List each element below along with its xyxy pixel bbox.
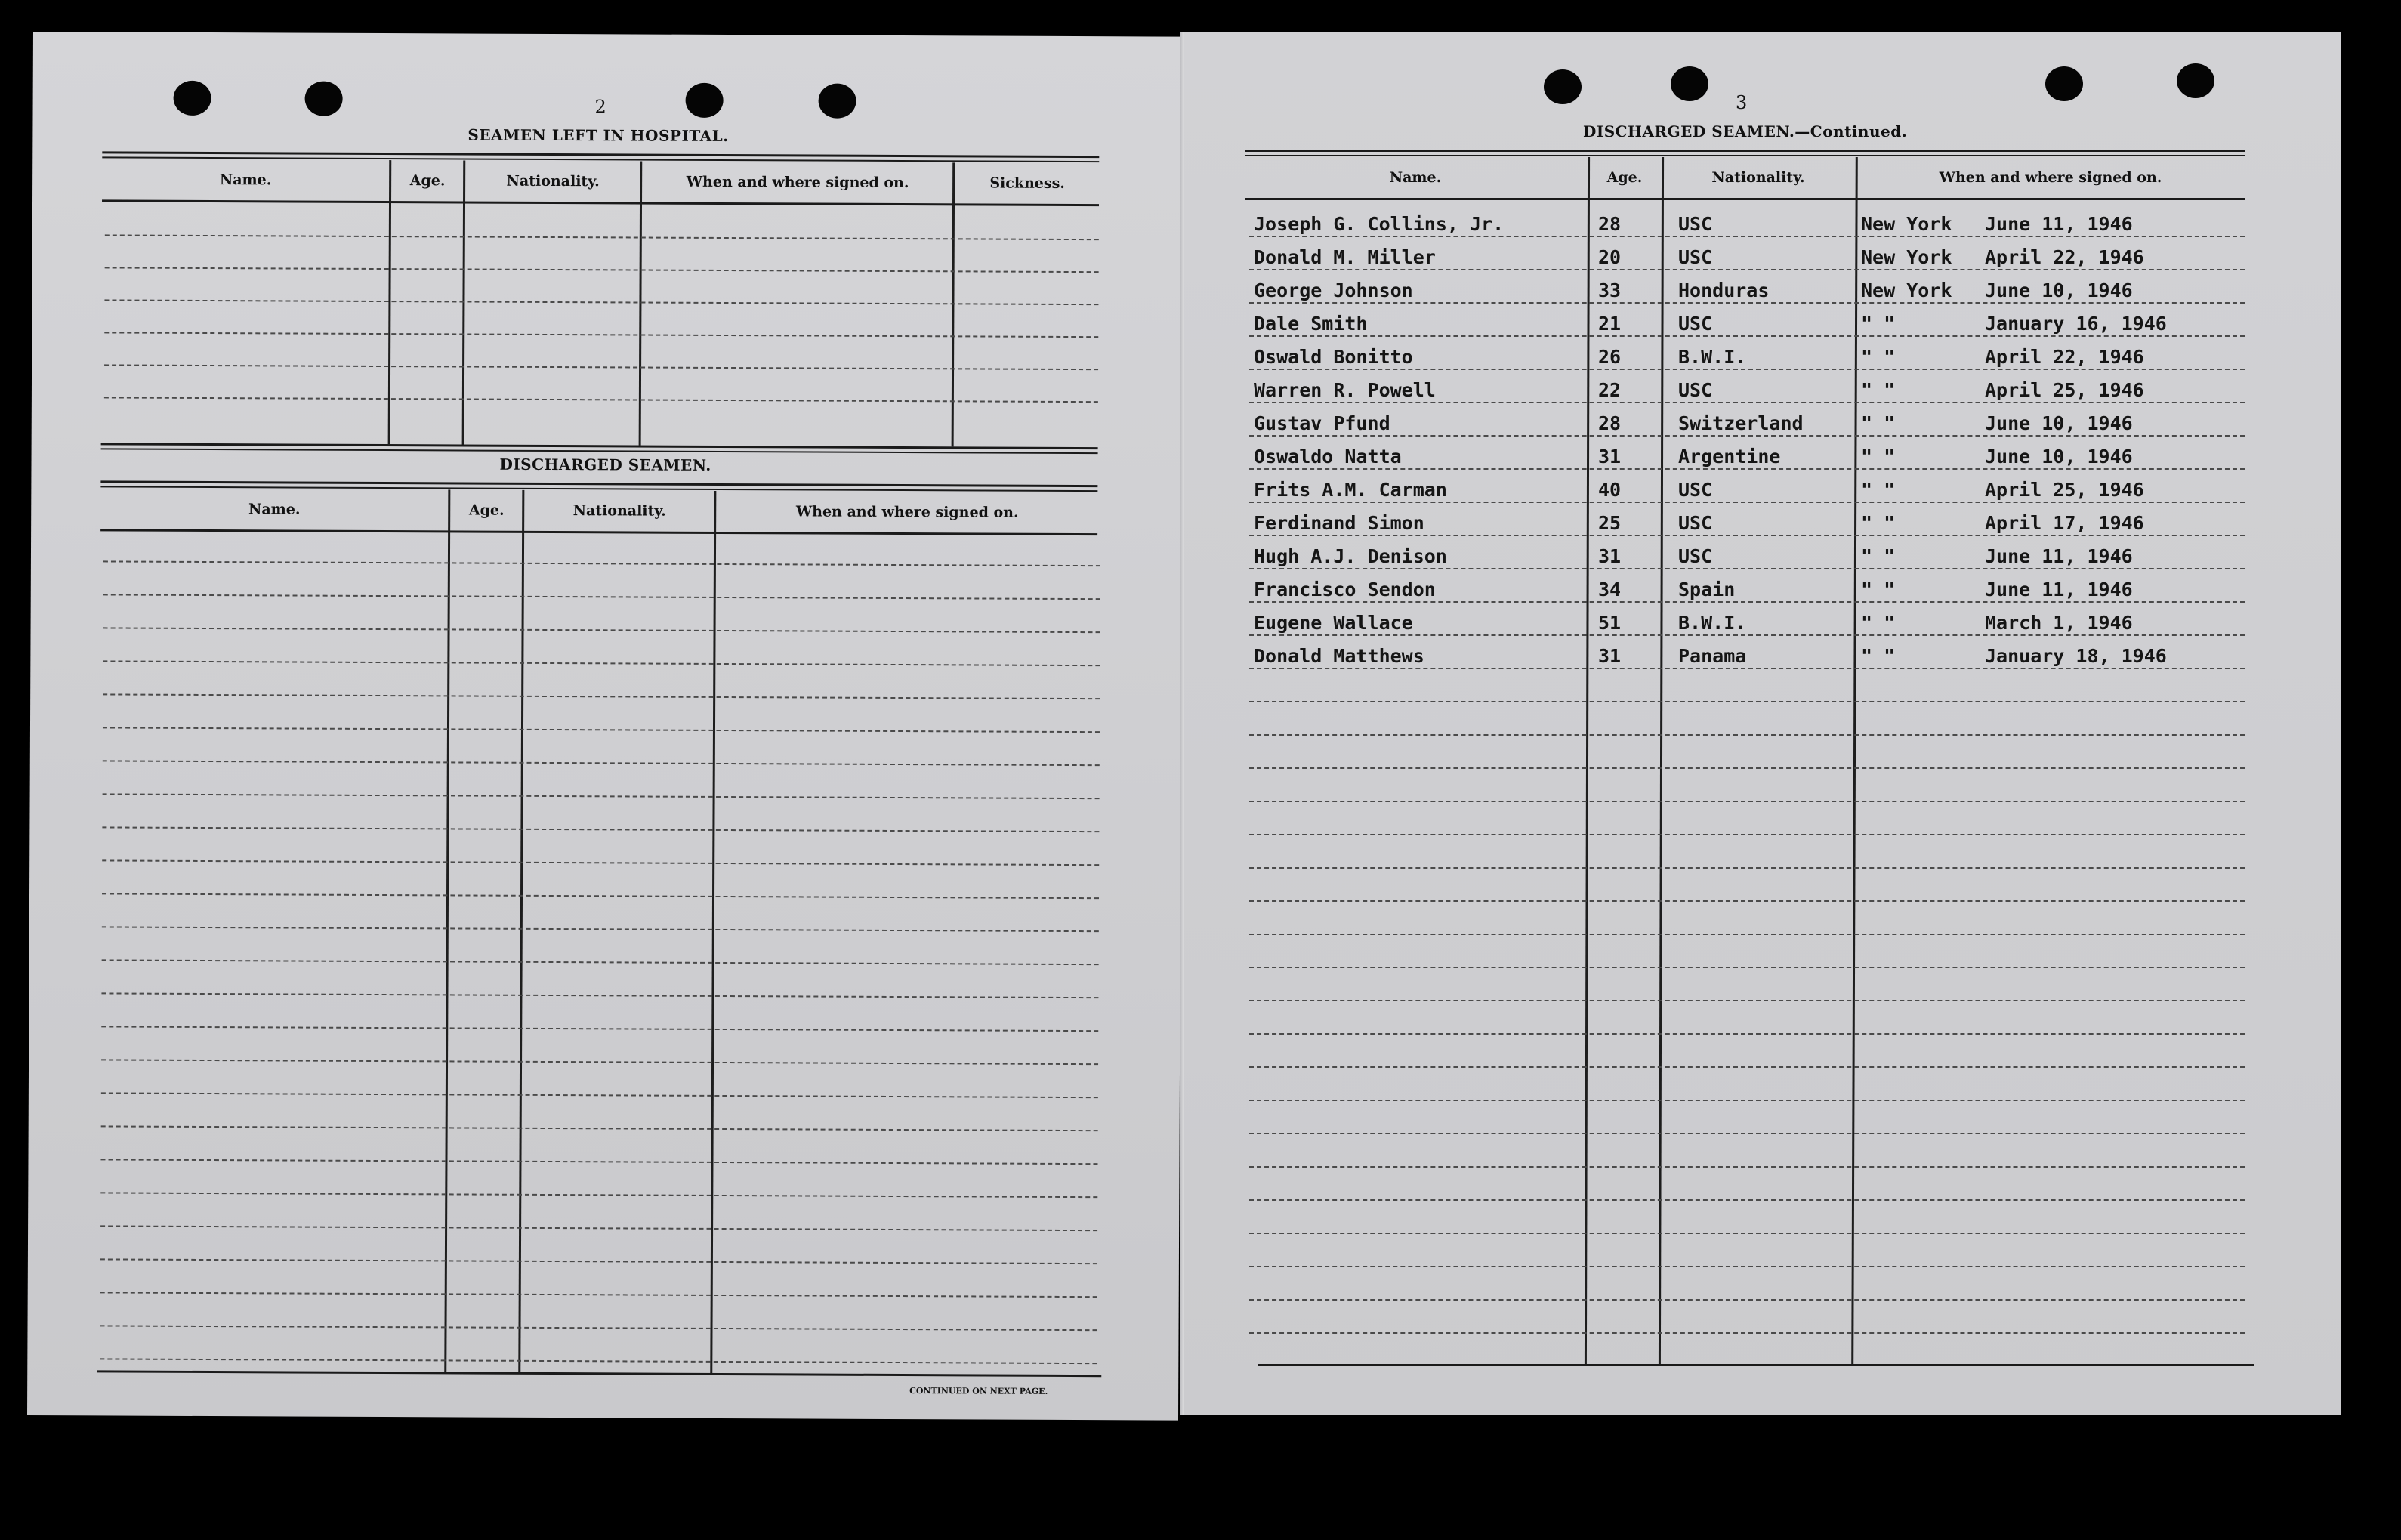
binder-hole (305, 82, 343, 116)
seaman-nationality: USC (1678, 313, 1713, 335)
signed-on-place: New York (1861, 279, 1952, 301)
ruled-line (1249, 1166, 2245, 1168)
ruled-line (1249, 1100, 2245, 1101)
ruled-line (103, 627, 1100, 633)
seaman-nationality: USC (1678, 246, 1713, 268)
ruled-line (1249, 402, 2245, 403)
seaman-age: 34 (1598, 579, 1622, 600)
seaman-name: Joseph G. Collins, Jr. (1254, 213, 1504, 235)
seaman-nationality: Argentine (1678, 446, 1781, 468)
signed-on-place: " " (1861, 446, 1896, 468)
binder-hole (1671, 66, 1708, 101)
col-nationality-header: Nationality. (572, 502, 666, 520)
seaman-nationality: B.W.I. (1678, 346, 1747, 368)
ruled-line (1249, 269, 2245, 270)
ruled-line (1249, 801, 2245, 802)
seaman-nationality: USC (1678, 512, 1713, 534)
ruled-line (105, 234, 1099, 240)
ruled-line (101, 1092, 1098, 1098)
ruled-line (100, 1159, 1097, 1165)
right-page (1184, 32, 2341, 1415)
seaman-nationality: USC (1678, 479, 1713, 501)
seaman-name: Donald M. Miller (1254, 246, 1436, 268)
seaman-name: Hugh A.J. Denison (1254, 545, 1447, 567)
seaman-nationality: USC (1678, 545, 1713, 567)
col-sickness-header: Sickness. (989, 174, 1065, 192)
seaman-nationality: Spain (1678, 579, 1736, 600)
binder-hole (1544, 69, 1582, 104)
signed-on-place: " " (1861, 612, 1896, 634)
col-name-header: Name. (219, 171, 272, 189)
seaman-age: 21 (1598, 313, 1622, 335)
ruled-line (1249, 435, 2245, 437)
seaman-nationality: USC (1678, 213, 1713, 235)
seaman-age: 26 (1598, 346, 1622, 368)
ruled-line (1249, 535, 2245, 536)
signed-on-place: " " (1861, 545, 1896, 567)
seaman-name: George Johnson (1254, 279, 1413, 301)
signed-on-place: " " (1861, 479, 1896, 501)
seaman-age: 31 (1598, 545, 1622, 567)
seaman-age: 20 (1598, 246, 1622, 268)
section-rule (101, 443, 1098, 454)
col-age-header: Age. (409, 172, 446, 190)
col-nationality-header: Nationality. (1711, 169, 1805, 186)
header-rule (102, 151, 1099, 162)
seaman-age: 25 (1598, 512, 1622, 534)
ruled-line (104, 397, 1098, 403)
ruled-line (1249, 1066, 2245, 1068)
binder-hole (2177, 63, 2214, 98)
col-age-header: Age. (468, 502, 505, 519)
col-signed-on-header: When and where signed on. (1939, 169, 2162, 186)
binder-hole (686, 83, 724, 118)
ruled-line (1249, 834, 2245, 835)
signed-on-date: June 11, 1946 (1985, 545, 2133, 567)
ruled-line (102, 826, 1099, 832)
seaman-nationality: B.W.I. (1678, 612, 1747, 634)
ruled-line (103, 760, 1100, 766)
ruled-line (1249, 1133, 2245, 1134)
signed-on-date: April 25, 1946 (1985, 479, 2144, 501)
ruled-line (1249, 900, 2245, 902)
column-divider (518, 490, 524, 1374)
seaman-name: Francisco Sendon (1254, 579, 1436, 600)
seaman-name: Frits A.M. Carman (1254, 479, 1447, 501)
column-divider (1585, 157, 1590, 1366)
ruled-line (1249, 502, 2245, 503)
ruled-line (1249, 767, 2245, 769)
ruled-line (100, 1292, 1097, 1298)
discharged-table-rows (33, 32, 1184, 37)
ruled-line (1249, 1000, 2245, 1001)
ruled-line (100, 1258, 1097, 1264)
ruled-line (1249, 236, 2245, 237)
signed-on-date: June 10, 1946 (1985, 446, 2133, 468)
signed-on-place: New York (1861, 246, 1952, 268)
col-age-header: Age. (1606, 169, 1643, 186)
hospital-section-title: SEAMEN LEFT IN HOSPITAL. (468, 125, 729, 146)
col-signed-on-header: When and where signed on. (795, 503, 1019, 521)
seaman-name: Dale Smith (1254, 313, 1368, 335)
ruled-line (1249, 1266, 2245, 1267)
col-nationality-header: Nationality. (506, 172, 600, 190)
ruled-line (1249, 601, 2245, 603)
seaman-name: Gustav Pfund (1254, 412, 1390, 434)
ruled-line (1249, 335, 2245, 337)
page-number: 2 (594, 96, 606, 118)
signed-on-date: June 11, 1946 (1985, 579, 2133, 600)
column-divider (710, 491, 716, 1375)
ruled-line (102, 893, 1099, 899)
ruled-line (102, 926, 1099, 932)
ruled-line (1249, 369, 2245, 370)
seaman-name: Ferdinand Simon (1254, 512, 1424, 534)
ruled-line (1249, 568, 2245, 569)
seaman-age: 40 (1598, 479, 1622, 501)
signed-on-date: June 10, 1946 (1985, 412, 2133, 434)
signed-on-date: June 10, 1946 (1985, 279, 2133, 301)
seaman-age: 31 (1598, 446, 1622, 468)
signed-on-date: March 1, 1946 (1985, 612, 2133, 634)
header-rule (1245, 150, 2245, 156)
seaman-name: Oswaldo Natta (1254, 446, 1402, 468)
signed-on-date: April 22, 1946 (1985, 346, 2144, 368)
binder-hole (819, 84, 856, 119)
bottom-rule (1258, 1364, 2254, 1366)
signed-on-place: " " (1861, 412, 1896, 434)
ruled-line (103, 693, 1100, 699)
signed-on-date: April 22, 1946 (1985, 246, 2144, 268)
binder-hole (2045, 66, 2083, 101)
signed-on-place: " " (1861, 379, 1896, 401)
ruled-line (1249, 934, 2245, 935)
ruled-line (1249, 867, 2245, 869)
ruled-line (103, 727, 1100, 733)
ruled-line (100, 1358, 1097, 1364)
ruled-line (1249, 701, 2245, 702)
column-divider (1659, 157, 1664, 1366)
col-name-header: Name. (1389, 169, 1442, 186)
ruled-line (1249, 1332, 2245, 1334)
ruled-line (1249, 1233, 2245, 1234)
seaman-name: Donald Matthews (1254, 645, 1424, 667)
ruled-line (1249, 468, 2245, 470)
seaman-name: Warren R. Powell (1254, 379, 1436, 401)
seaman-age: 33 (1598, 279, 1622, 301)
signed-on-place: " " (1861, 645, 1896, 667)
seaman-nationality: Honduras (1678, 279, 1770, 301)
seaman-nationality: Panama (1678, 645, 1747, 667)
ruled-line (104, 299, 1098, 305)
ruled-line (1249, 1033, 2245, 1035)
ruled-line (103, 594, 1100, 600)
signed-on-place: " " (1861, 313, 1896, 335)
signed-on-date: January 18, 1946 (1985, 645, 2167, 667)
seaman-age: 51 (1598, 612, 1622, 634)
ruled-line (101, 1125, 1098, 1131)
signed-on-date: January 16, 1946 (1985, 313, 2167, 335)
ruled-line (101, 992, 1098, 998)
column-header-rule (100, 529, 1097, 535)
seaman-age: 22 (1598, 379, 1622, 401)
signed-on-place: " " (1861, 579, 1896, 600)
page-number: 3 (1736, 92, 1748, 113)
discharged-section-title: DISCHARGED SEAMEN. (499, 455, 711, 474)
seaman-name: Eugene Wallace (1254, 612, 1413, 634)
signed-on-place: " " (1861, 512, 1896, 534)
seaman-nationality: Switzerland (1678, 412, 1804, 434)
ruled-line (103, 793, 1100, 799)
ruled-line (100, 1325, 1097, 1331)
ruled-line (100, 1192, 1097, 1198)
col-name-header: Name. (248, 501, 301, 518)
signed-on-place: New York (1861, 213, 1952, 235)
seaman-age: 31 (1598, 645, 1622, 667)
column-divider (444, 489, 450, 1373)
ruled-line (1249, 634, 2245, 636)
hospital-table-rows (33, 32, 1184, 37)
ruled-line (104, 332, 1098, 338)
ruled-line (1249, 302, 2245, 304)
ruled-line (105, 267, 1099, 273)
ruled-line (100, 1225, 1097, 1231)
signed-on-date: April 17, 1946 (1985, 512, 2144, 534)
ruled-line (101, 1026, 1098, 1032)
bottom-rule (97, 1370, 1101, 1377)
column-header-rule (102, 199, 1099, 206)
ruled-line (103, 660, 1100, 666)
seaman-age: 28 (1598, 412, 1622, 434)
ruled-line (102, 959, 1099, 965)
signed-on-date: April 25, 1946 (1985, 379, 2144, 401)
left-page (27, 32, 1184, 1421)
ruled-line (1249, 734, 2245, 736)
ruled-line (1249, 668, 2245, 669)
continued-footer: CONTINUED ON NEXT PAGE. (909, 1386, 1048, 1396)
signed-on-place: " " (1861, 346, 1896, 368)
column-header-rule (1245, 198, 2245, 200)
ruled-line (104, 364, 1098, 370)
binder-hole (174, 81, 211, 116)
col-signed-on-header: When and where signed on. (686, 173, 909, 192)
ruled-line (1249, 967, 2245, 968)
ruled-line (101, 1059, 1098, 1065)
ruled-line (102, 859, 1099, 866)
ruled-line (1249, 1199, 2245, 1201)
seaman-nationality: USC (1678, 379, 1713, 401)
ruled-line (103, 560, 1100, 566)
discharged-continued-title: DISCHARGED SEAMEN.—Continued. (1583, 122, 1908, 140)
signed-on-date: June 11, 1946 (1985, 213, 2133, 235)
seaman-name: Oswald Bonitto (1254, 346, 1413, 368)
ruled-line (1249, 1299, 2245, 1301)
header-rule (100, 480, 1097, 492)
column-divider (1851, 157, 1858, 1366)
seaman-age: 28 (1598, 213, 1622, 235)
